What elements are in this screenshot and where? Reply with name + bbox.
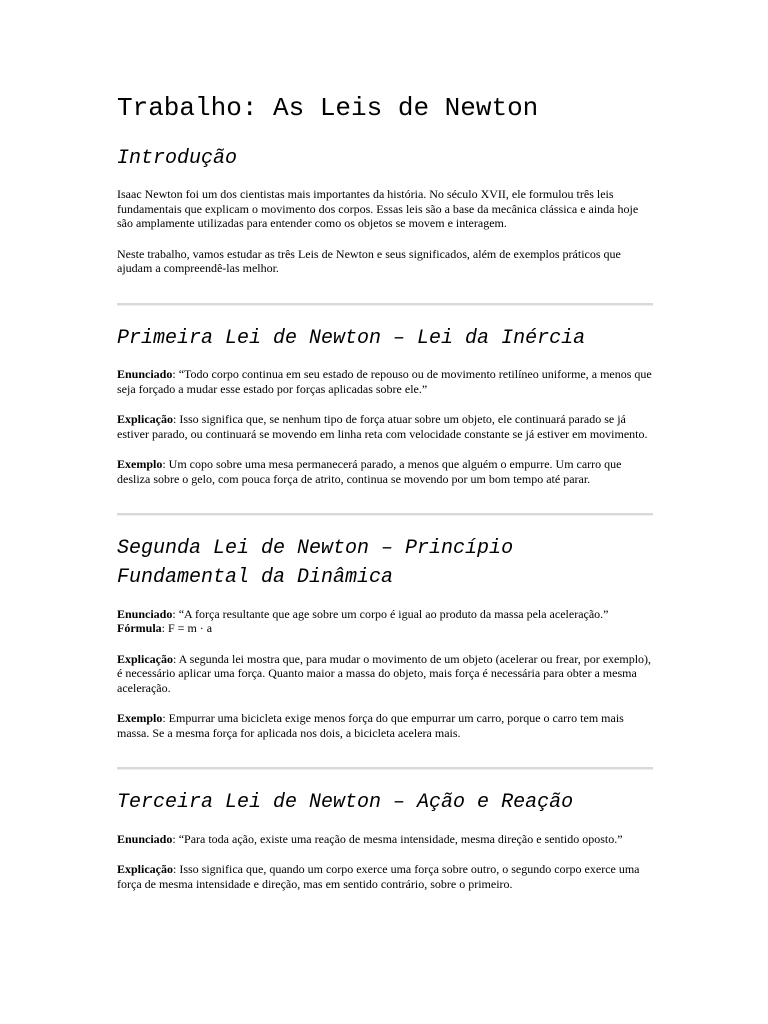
introduction-heading: Introdução	[117, 146, 238, 170]
paragraph-label: Explicação	[117, 412, 173, 426]
paragraph-line	[117, 607, 653, 622]
paragraph-text: : Isso significa que, quando um corpo exerce uma força sobre outro, o segundo corpo exerce uma força de mesma intensidade e direção, mas em sentido contrário, sobre o primeiro.	[117, 862, 640, 891]
explanation-paragraph	[117, 412, 653, 441]
formula-line	[117, 621, 653, 636]
paragraph-label: Explicação	[117, 862, 173, 876]
section-second-law	[117, 534, 653, 740]
explanation-paragraph	[117, 862, 653, 891]
section-first-law	[117, 324, 653, 487]
paragraph-line	[117, 367, 653, 396]
paragraph-label: Exemplo	[117, 711, 163, 725]
section-third-law	[117, 788, 653, 891]
explanation-paragraph	[117, 652, 653, 696]
document-title: Trabalho: As Leis de Newton	[117, 93, 539, 123]
paragraph-text: : “Todo corpo continua em seu estado de repouso ou de movimento retilíneo uniforme, a menos que seja forçado a mudar esse estado por forças aplicadas sobre ele.”	[117, 367, 652, 396]
statement-paragraph	[117, 607, 653, 636]
paragraph-label: Fórmula	[117, 621, 162, 635]
paragraph-label: Enunciado	[117, 367, 173, 381]
section-divider	[117, 303, 653, 306]
paragraph-text: : “A força resultante que age sobre um corpo é igual ao produto da massa pela aceleração.”	[172, 606, 609, 621]
section-heading: Primeira Lei de Newton – Lei da Inércia	[117, 326, 586, 350]
paragraph-text: : Isso significa que, se nenhum tipo de força atuar sobre um objeto, ele continuará parado se já estiver parado, ou continuará se movendo em linha reta com velocidade constante se já estiver em movimento.	[117, 412, 648, 441]
paragraph-text: : Empurrar uma bicicleta exige menos força do que empurrar um carro, porque o carro tem mais massa. Se a mesma força for aplicada nos dois, a bicicleta acelera mais.	[117, 711, 624, 740]
formula-text: : F = m · a	[161, 621, 213, 635]
paragraph-line	[117, 832, 653, 847]
section-divider	[117, 767, 653, 770]
paragraph-label: Explicação	[117, 651, 173, 666]
section-divider	[117, 513, 653, 516]
introduction-paragraph: Isaac Newton foi um dos cientistas mais importantes da história. No século XVII, ele formulou três leis fundamentais que explicam o movimento dos corpos. Essas leis são a base da mecânica clássica e ainda hoje são amplamente utilizadas para entender como os objetos se movem e interagem.	[117, 187, 639, 230]
example-paragraph	[117, 457, 653, 486]
paragraph-label: Enunciado	[117, 606, 173, 621]
paragraph-line	[117, 457, 653, 486]
example-paragraph	[117, 711, 653, 740]
paragraph-label: Enunciado	[117, 831, 173, 846]
statement-paragraph	[117, 832, 653, 847]
statement-paragraph	[117, 367, 653, 396]
paragraph-text: : A segunda lei mostra que, para mudar o movimento de um objeto (acelerar ou frear, por exemplo), é necessário aplicar uma força. Quanto maior a massa do objeto, mais força é necessária para obter a mesma aceleração.	[117, 651, 652, 695]
section-heading: Segunda Lei de Newton – Princípio Fundamental da Dinâmica	[117, 537, 514, 589]
paragraph-line	[117, 412, 653, 441]
introduction-paragraph: Neste trabalho, vamos estudar as três Leis de Newton e seus significados, além de exemplos práticos que ajudam a compreendê-las melhor.	[117, 246, 621, 275]
document-content	[117, 93, 653, 891]
section-heading: Terceira Lei de Newton – Ação e Reação	[117, 791, 574, 814]
paragraph-label: Exemplo	[117, 457, 163, 471]
paragraph-line	[117, 862, 653, 891]
paragraph-line	[117, 652, 653, 696]
paragraph-line	[117, 711, 653, 740]
paragraph-text: : Um copo sobre uma mesa permanecerá parado, a menos que alguém o empurre. Um carro que desliza sobre o gelo, com pouca força de atrito, continua se movendo por um bom tempo até parar.	[117, 457, 622, 486]
paragraph-text: : “Para toda ação, existe uma reação de mesma intensidade, mesma direção e sentido oposto.”	[172, 831, 623, 846]
